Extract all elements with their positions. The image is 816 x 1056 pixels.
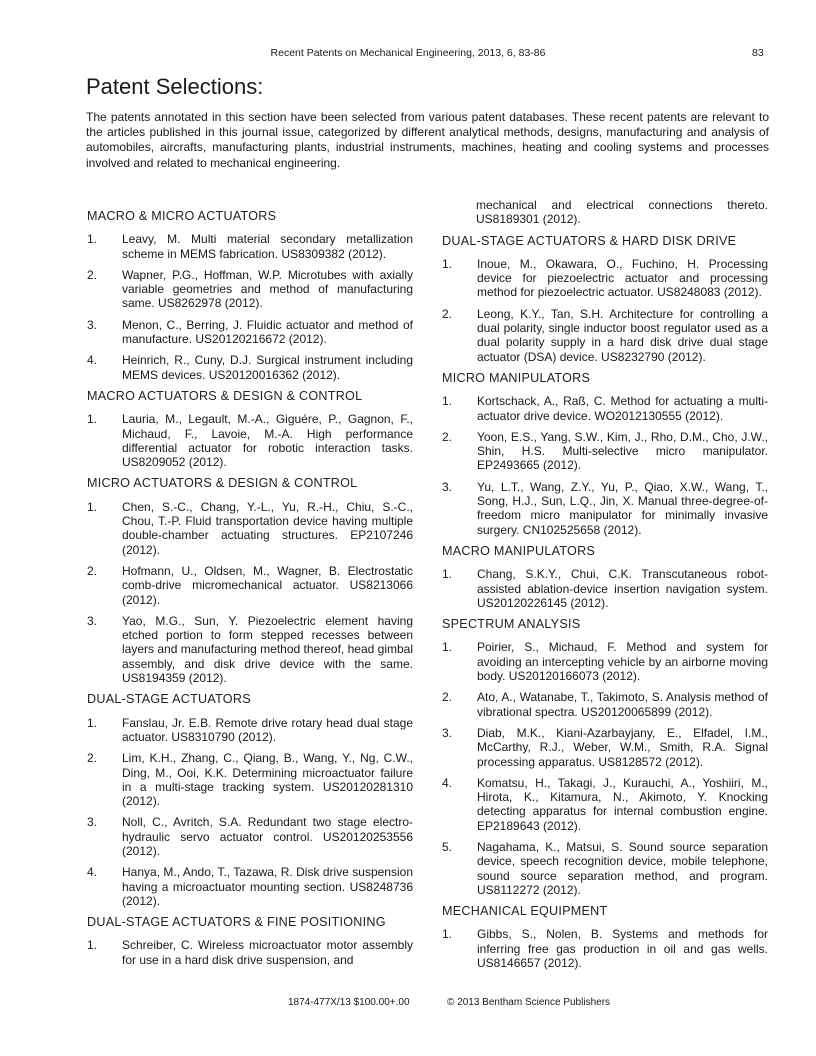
item-number: 3. (442, 479, 453, 494)
patent-list-item (86, 938, 413, 967)
item-number: 1. (442, 256, 453, 271)
patent-citation: Diab, M.K., Kiani-Azarbayjany, E., Elfadel, I.M., McCarthy, R.J., Weber, W.M., Smith, R.A. Signal processing apparatus. US8128572 (2012). (477, 725, 768, 769)
section-heading: MACRO & MICRO ACTUATORS (87, 209, 277, 223)
patent-citation: Fanslau, Jr. E.B. Remote drive rotary head dual stage actuator. US8310790 (2012). (122, 715, 413, 744)
item-number: 2. (87, 563, 98, 578)
item-number: 1. (87, 938, 98, 953)
item-number: 3. (87, 815, 98, 830)
item-number: 1. (87, 232, 98, 247)
patent-list-item (86, 412, 413, 469)
section-heading: MICRO ACTUATORS & DESIGN & CONTROL (87, 476, 358, 491)
patent-list-item (86, 751, 413, 808)
right-column (441, 198, 768, 977)
patent-citation: Chang, S.K.Y., Chui, C.K. Transcutaneous robot-assisted ablation-device insertion navigation system. US20120226145 (2012). (477, 567, 768, 610)
item-number: 4. (87, 353, 98, 368)
patent-citation: Ato, A., Watanabe, T., Takimoto, S. Analysis method of vibrational spectra. US20120065899 (2012). (477, 690, 768, 719)
patent-list-item (441, 307, 768, 364)
item-number: 1. (442, 394, 453, 409)
patent-citation: Poirier, S., Michaud, F. Method and system for avoiding an intercepting vehicle by an airborne moving body. US20120166073 (2012). (477, 640, 768, 684)
patent-citation: Wapner, P.G., Hoffman, W.P. Microtubes with axially variable geometries and method of manufacturing same. US8262978 (2012). (122, 267, 413, 311)
patent-list-item (86, 865, 413, 908)
left-column (86, 205, 413, 974)
section-heading: MICRO MANIPULATORS (442, 370, 591, 385)
patent-citation: Inoue, M., Okawara, O., Fuchino, H. Processing device for piezoelectric actuator and processing method for piezoelectric actuator. US8248083 (2012). (477, 256, 768, 300)
patent-list-item (441, 690, 768, 719)
item-number: 3. (87, 317, 98, 332)
section-heading: SPECTRUM ANALYSIS (442, 617, 581, 632)
item-number: 1. (87, 499, 98, 514)
patent-citation: Yao, M.G., Sun, Y. Piezoelectric element having etched portion to form stepped recesses between layers and manufacturing method thereof, head gimbal assembly, and disk drive device with the same. US8194359 (2012). (122, 613, 413, 686)
patent-list-item (441, 840, 768, 897)
patent-list-item (86, 815, 413, 858)
item-number: 5. (442, 839, 453, 854)
patent-list-item (441, 640, 768, 683)
patent-citation: Leong, K.Y., Tan, S.H. Architecture for controlling a dual polarity, single inductor boost regulator used as a dual polarity supply in a hard disk drive dual stage actuator (DSA) device. US8232790 (2012). (477, 306, 768, 364)
patent-citation: Nagahama, K., Matsui, S. Sound source separation device, speech recognition device, mobile telephone, sound source separation method, and program. US8112272 (2012). (477, 839, 768, 897)
patent-citation: Yoon, E.S., Yang, S.W., Kim, J., Rho, D.M., Cho, J.W., Shin, H.S. Multi-selective micro manipulator. EP2493665 (2012). (477, 429, 768, 473)
section-heading: DUAL-STAGE ACTUATORS & FINE POSITIONING (87, 915, 386, 930)
patent-list-item (86, 318, 413, 347)
item-number: 2. (87, 751, 98, 766)
patent-list-item (441, 394, 768, 423)
page-title: Patent Selections: (86, 74, 264, 99)
patent-citation: Schreiber, C. Wireless microactuator motor assembly for use in a hard disk drive suspension, and (122, 938, 413, 967)
item-number: 3. (442, 725, 453, 740)
patent-citation: Noll, C., Avritch, S.A. Redundant two stage electro-hydraulic servo actuator control. US20120253556 (2012). (122, 815, 413, 858)
page-number: 83 (752, 47, 764, 59)
item-number: 4. (442, 775, 453, 790)
patent-list-item (86, 716, 413, 745)
patent-citation: Menon, C., Berring, J. Fluidic actuator and method of manufacture. US20120216672 (2012). (122, 317, 413, 347)
item-number: 1. (87, 412, 98, 427)
item-number: 2. (442, 429, 453, 444)
patent-list-item (86, 500, 413, 557)
item-number: 1. (87, 715, 98, 730)
patent-citation: Komatsu, H., Takagi, J., Kurauchi, A., Yoshiiri, M., Hirota, K., Kitamura, N., Akimoto, Y. Knocking detecting apparatus for internal combustion engine. EP2189643 (2012). (477, 775, 768, 833)
section-heading: MECHANICAL EQUIPMENT (442, 904, 608, 919)
continued-item-text: mechanical and electrical connections thereto. US8189301 (2012). (476, 198, 768, 227)
patent-list-item (441, 726, 768, 769)
footer-issn-price: 1874-477X/13 $100.00+.00 (288, 997, 410, 1008)
running-header: Recent Patents on Mechanical Engineering, 2013, 6, 83-86 (270, 47, 546, 59)
footer-copyright: © 2013 Bentham Science Publishers (447, 997, 611, 1008)
patent-list-item (441, 257, 768, 300)
item-number: 4. (87, 865, 98, 880)
patent-citation: Lim, K.H., Zhang, C., Qiang, B., Wang, Y., Ng, C.W., Ding, M., Ooi, K.K. Determining microactuator failure in a multi-stage tracking system. US20120281310 (2012). (122, 751, 413, 809)
item-number: 3. (87, 613, 98, 628)
patent-citation: Hofmann, U., Oldsen, M., Wagner, B. Electrostatic comb-drive micromechanical actuator. US8213066 (2012). (122, 563, 413, 607)
patent-citation: Gibbs, S., Nolen, B. Systems and methods for inferring free gas production in oil and gas wells. US8146657 (2012). (477, 927, 768, 971)
patent-list-item (441, 430, 768, 473)
patent-citation: Heinrich, R., Cuny, D.J. Surgical instrument including MEMS devices. US20120016362 (2012). (122, 353, 413, 382)
item-number: 2. (442, 306, 453, 321)
intro-paragraph: The patents annotated in this section have been selected from various patent databases. These recent patents are relevant to the articles published in this journal issue, categorized by different analytical methods, designs, manufacturing and analysis of automobiles, aircrafts, manufacturing plants, industrial instruments, machines, heating and cooling systems and processes involved and related to mechanical engineering. (86, 110, 769, 170)
section-heading: DUAL-STAGE ACTUATORS (87, 692, 251, 707)
patent-citation: Yu, L.T., Wang, Z.Y., Yu, P., Qiao, X.W., Wang, T., Song, H.J., Sun, L.Q., Jin, X. Manual three-degree-of-freedom micro manipulator for minimally invasive surgery. CN102525658 (2012). (477, 479, 768, 537)
section-heading: DUAL-STAGE ACTUATORS & HARD DISK DRIVE (442, 233, 737, 248)
patent-list-item (86, 614, 413, 685)
item-number: 2. (87, 267, 98, 282)
section-heading: MACRO ACTUATORS & DESIGN & CONTROL (87, 388, 363, 403)
item-number: 1. (442, 927, 453, 942)
patent-citation: Hanya, M., Ando, T., Tazawa, R. Disk drive suspension having a microactuator mounting section. US8248736 (2012). (122, 865, 413, 908)
patent-citation: Lauria, M., Legault, M.-A., Giguére, P., Gagnon, F., Michaud, F., Lavoie, M.-A. High performance differential actuator for robotic interaction tasks. US8209052 (2012). (122, 412, 413, 470)
item-number: 2. (442, 690, 453, 705)
item-number: 1. (442, 567, 453, 582)
item-number: 1. (442, 640, 453, 655)
patent-list-item (86, 268, 413, 311)
patent-list-item (441, 480, 768, 537)
patent-list-item (441, 927, 768, 970)
patent-list-item (441, 776, 768, 833)
patent-list-item (441, 567, 768, 610)
section-heading: MACRO MANIPULATORS (442, 543, 596, 558)
patent-citation: Chen, S.-C., Chang, Y.-L., Yu, R.-H., Chiu, S.-C., Chou, T.-P. Fluid transportation device having multiple double-chamber actuating structures. EP2107246 (2012). (122, 499, 413, 557)
patent-list-item (86, 564, 413, 607)
patent-list-item (86, 232, 413, 261)
patent-list-item (86, 353, 413, 382)
patent-citation: Leavy, M. Multi material secondary metallization scheme in MEMS fabrication. US8309382 (2012). (122, 232, 413, 261)
patent-citation: Kortschack, A., Raß, C. Method for actuating a multi-actuator drive device. WO2012130555 (2012). (477, 394, 768, 423)
